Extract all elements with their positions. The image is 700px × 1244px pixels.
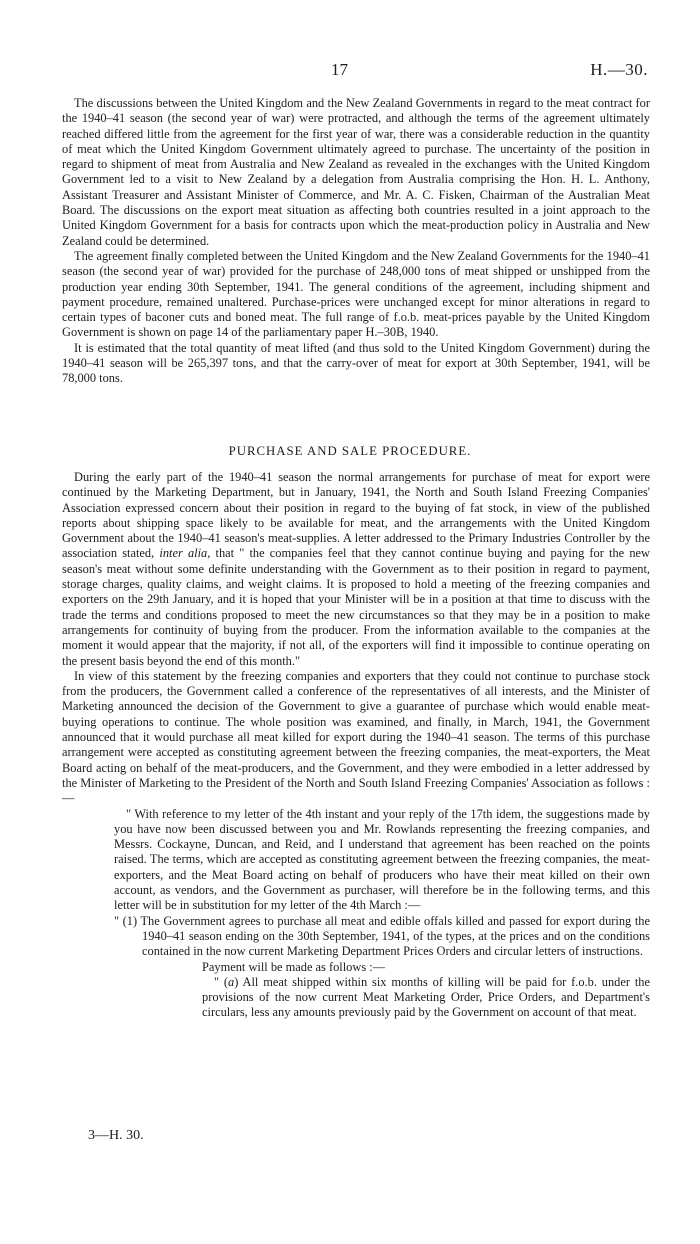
document-reference: H.—30.: [590, 60, 648, 79]
paragraph-text: During the early part of the 1940–41 season the normal arrangements for purchase of meat for export were continued by the Marketing Department, but in January, 1941, the North and South Island Freezing Companies' Association expressed concern about their position in regard to the buying of fat stock, in view of the published reports about shipping space likely to be available for meat, and the arrangements with the United Kingdom Government about the 1940–41 season's meat-supplies. A letter addressed to the Primary Industries Controller by the association stated,: [62, 470, 650, 561]
quoted-letter: " With reference to my letter of the 4th instant and your reply of the 17th idem, the suggestions made by you have now been discussed between you and Mr. Rowlands representing the freezing companies, and Messrs. Cockayne, Duncan, and Reid, and I understand that agreement has been reached on the points raised. The terms, which are accepted as constituting agreement between the freezing companies, the meat-exporters, and the Meat Board acting on behalf of producers who have their meat killed on their own account, as vendors, and the Government as purchaser, will therefore be in the following terms, and this letter will be in substitution for my letter of the 4th March :—: [114, 806, 650, 913]
italic-phrase: inter alia: [159, 546, 208, 561]
section-heading: PURCHASE AND SALE PROCEDURE.: [228, 444, 472, 458]
procedure-section: [62, 470, 650, 1021]
page-header: [0, 60, 700, 84]
page-footer: 3—H. 30.: [88, 1128, 144, 1143]
quoted-item-text: " (1) The Government agrees to purchase all meat and edible offals killed and passed for export during the 1940–41 season ending on the 30th September, 1941, of the types, at the prices and on the conditions contained in the now current Marketing Department Prices Orders and circular letters of instructions.: [114, 913, 650, 959]
paragraph: [62, 470, 650, 669]
page-number: 17: [331, 60, 348, 79]
payment-line: Payment will be made as follows :—: [202, 959, 386, 974]
item-prefix: " (: [214, 974, 229, 989]
paragraph: The discussions between the United Kingdom and the New Zealand Governments in regard to the meat contract for the 1940–41 season (the second year of war) were protracted, and although the terms of the agreement ultimately reached differed little from the agreement for the first year of war, there was a considerable reduction in the quantity of meat which the United Kingdom Government ultimately agreed to purchase. The uncertainty of the position in regard to shipment of meat from Australia and New Zealand as revealed in the exchanges with the United Kingdom Government led to a visit to New Zealand by a delegation from Australia comprising the Hon. H. L. Anthony, Assistant Treasurer and Assistant Minister of Commerce, and Mr. A. C. Fisken, Chairman of the Australian Meat Board. The discussions on the export meat situation as affecting both countries resulted in a joint approach to the United Kingdom Government for a basis for contracts upon which the meat-production policy in Australia and New Zealand could be determined.: [62, 96, 650, 248]
paragraph: It is estimated that the total quantity of meat lifted (and thus sold to the United Kingdom Government) during the 1940–41 season will be 265,397 tons, and that the carry-over of meat for export at 30th September, 1941, will be 78,000 tons.: [62, 340, 650, 386]
paragraph: In view of this statement by the freezing companies and exporters that they could not continue to purchase stock from the producers, the Government called a conference of the representatives of all interests, and the Minister of Marketing announced the decision of the Government to give a guarantee of purchase which would enable meat-buying operations to continue. The whole position was examined, and finally, in March, 1941, the Government announced that it would purchase all meat killed for export during the 1940–41 season. The terms of this purchase arrangement were accepted as constituting agreement between the freezing companies, the meat-exporters, the Meat Board acting on behalf of the meat-producers, and the Government, and they were embodied in a letter addressed by the Minister of Marketing to the President of the North and South Island Freezing Companies' Association as follows :—: [62, 668, 650, 806]
quoted-item-1: [114, 914, 650, 960]
item-letter: a: [228, 974, 235, 989]
paragraph: The agreement finally completed between the United Kingdom and the New Zealand Governments for the 1940–41 season (the second year of war) provided for the purchase of 248,000 tons of meat shipped or unshipped from the production year ending 30th September, 1941. The general conditions of the agreement, including shipment and payment procedure, remained unaltered. Purchase-prices were unchanged except for minor alterations in regard to certain types of baconer cuts and boned meat. The full range of f.o.b. meat-prices payable by the United Kingdom Government is shown on page 14 of the parliamentary paper H.–30B, 1940.: [62, 248, 650, 340]
quoted-item-a: [202, 975, 650, 1021]
item-text: ) All meat shipped within six months of killing will be paid for f.o.b. under the provisions of the now current Meat Marketing Order, Price Orders, and Department's circulars, less any amounts previously paid by the Government on account of that meat.: [202, 974, 650, 1020]
paragraph-text: , that " the companies feel that they cannot continue buying and paying for the new season's meat without some definite understanding with the Government as to their position in regard to payment, storage charges, quality claims, and weight claims. It is proposed to hold a meeting of the freezing companies and exporters on the 29th January, and it is hoped that your Minister will be in a position at that time to discuss with the trade the terms and conditions proposed to meet the new circumstances so that they may be in a position to make arrangements for continuity of buying from the producer. From the information available to the companies at the moment it would appear that the majority, if not all, of the exporters will find it impossible to continue operating on the present basis beyond the end of this month.": [62, 546, 650, 668]
intro-section: [62, 96, 650, 387]
